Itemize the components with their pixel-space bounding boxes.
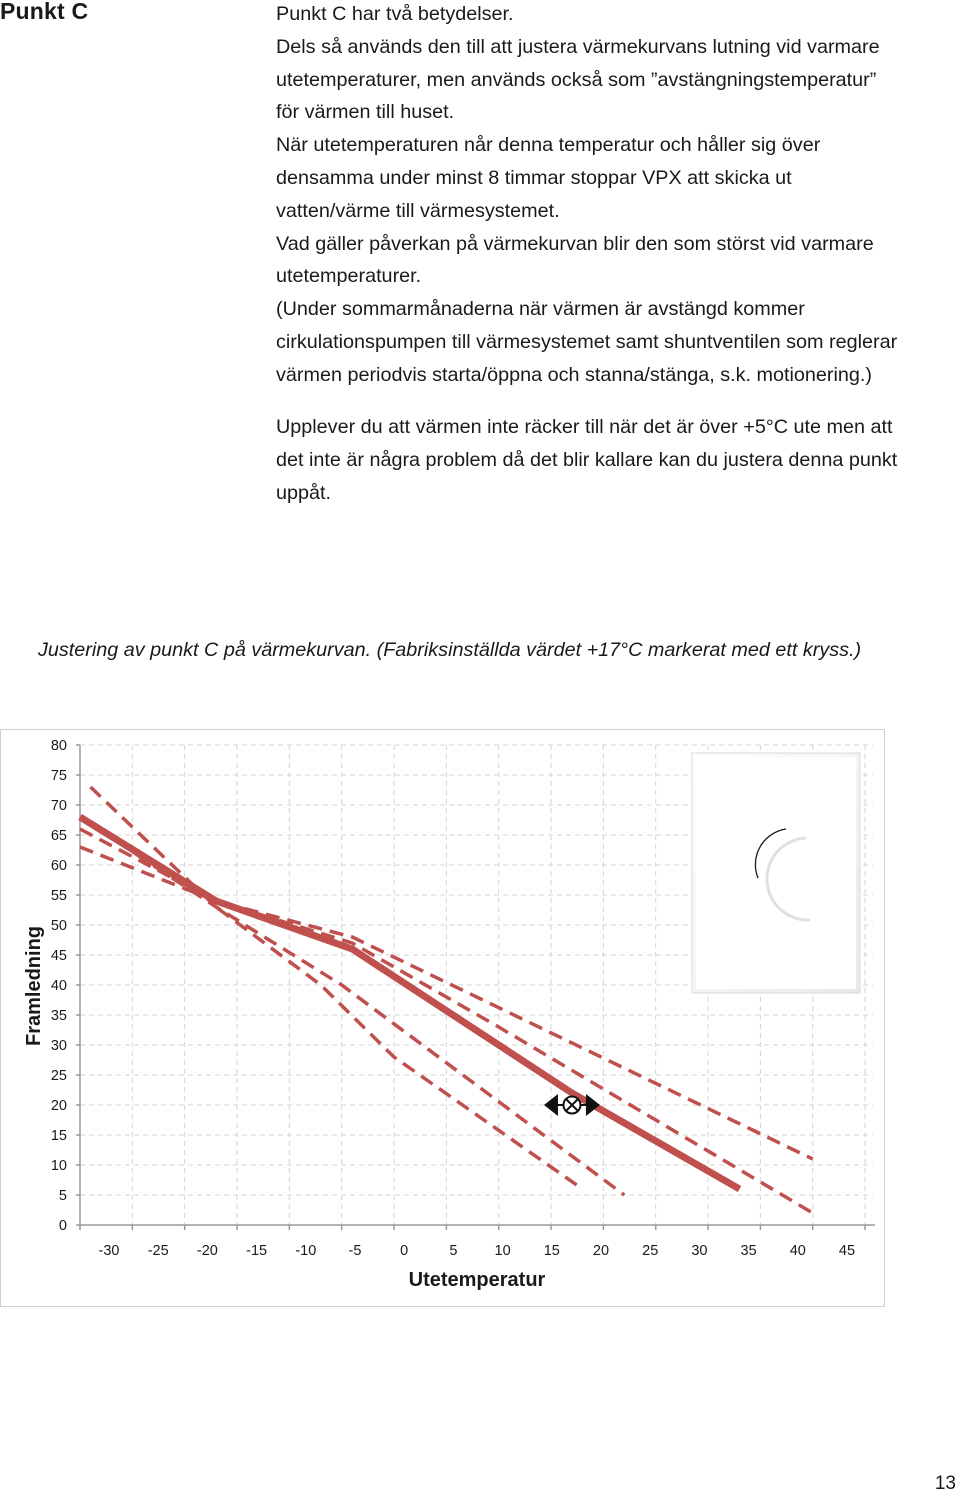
x-tick-label: 25 bbox=[642, 1243, 659, 1259]
body-paragraph-1: Punkt C har två betydelser. Dels så används den till att justera värmekurvans lutning vid varmare utetemperaturer, men används också som ”avstängningstemperatur” för värmen till huset. När utetemperaturen når denna temperatur och håller sig över densamma under minst 8 timmar stoppar VPX att skicka ut vatten/värme till värmesystemet. Vad gäller påverkan på värmekurvan blir den som störst vid varmare utetemperaturer. (Under sommarmånaderna när värmen är avstängd kommer cirkulationspumpen till värmesystemet samt shuntventilen som reglerar värmen periodvis starta/öppna och stanna/stänga, s.k. motionering.) bbox=[276, 3, 898, 386]
x-tick-label: 5 bbox=[449, 1243, 458, 1259]
y-tick-label: 40 bbox=[50, 978, 67, 994]
y-axis-title: Framledning bbox=[23, 925, 45, 1047]
x-tick-label: -5 bbox=[348, 1243, 362, 1259]
figure-caption: Justering av punkt C på värmekurvan. (Fabriksinställda värdet +17°C markerat med ett kryss.) bbox=[38, 639, 862, 661]
y-tick-label: 30 bbox=[50, 1038, 67, 1054]
x-tick-label: 15 bbox=[543, 1243, 560, 1259]
body-paragraph-2: Upplever du att värmen inte räcker till när det är över +5°C ute men att det inte är några problem då det blir kallare kan du justera denna punkt uppåt. bbox=[276, 416, 898, 504]
y-tick-label: 35 bbox=[50, 1008, 67, 1024]
y-tick-label: 10 bbox=[50, 1158, 67, 1174]
legend-box bbox=[692, 753, 860, 993]
y-tick-label: 70 bbox=[50, 798, 67, 814]
y-tick-label: 65 bbox=[50, 828, 67, 844]
x-tick-label: -30 bbox=[98, 1243, 120, 1259]
y-tick-label: 5 bbox=[58, 1188, 67, 1204]
y-tick-label: 50 bbox=[50, 918, 67, 934]
x-tick-label: 0 bbox=[400, 1243, 409, 1259]
x-tick-label: -25 bbox=[147, 1243, 169, 1259]
x-axis-title: Utetemperatur bbox=[408, 1269, 546, 1291]
y-tick-label: 45 bbox=[50, 948, 67, 964]
x-tick-label: 30 bbox=[691, 1243, 708, 1259]
y-tick-label: 0 bbox=[58, 1218, 67, 1234]
y-tick-label: 75 bbox=[50, 768, 67, 784]
page-number: 13 bbox=[934, 1473, 956, 1494]
heating-curve-dashed bbox=[91, 787, 583, 1189]
x-tick-label: 45 bbox=[838, 1243, 856, 1259]
y-tick-label: 20 bbox=[50, 1098, 67, 1114]
x-tick-label: -20 bbox=[196, 1243, 218, 1259]
x-tick-label: 35 bbox=[740, 1243, 757, 1259]
section-heading: Punkt C bbox=[0, 0, 89, 24]
y-tick-label: 55 bbox=[50, 888, 67, 904]
x-tick-label: -15 bbox=[246, 1243, 268, 1259]
x-tick-label: 20 bbox=[592, 1243, 610, 1259]
y-tick-label: 15 bbox=[50, 1128, 67, 1144]
x-tick-label: 10 bbox=[494, 1243, 511, 1259]
y-tick-label: 25 bbox=[50, 1068, 67, 1084]
y-tick-label: 80 bbox=[50, 738, 67, 754]
y-tick-label: 60 bbox=[50, 858, 67, 874]
arrow-right-icon bbox=[586, 1094, 600, 1116]
x-tick-label: -10 bbox=[295, 1243, 317, 1259]
x-tick-label: 40 bbox=[789, 1243, 806, 1259]
